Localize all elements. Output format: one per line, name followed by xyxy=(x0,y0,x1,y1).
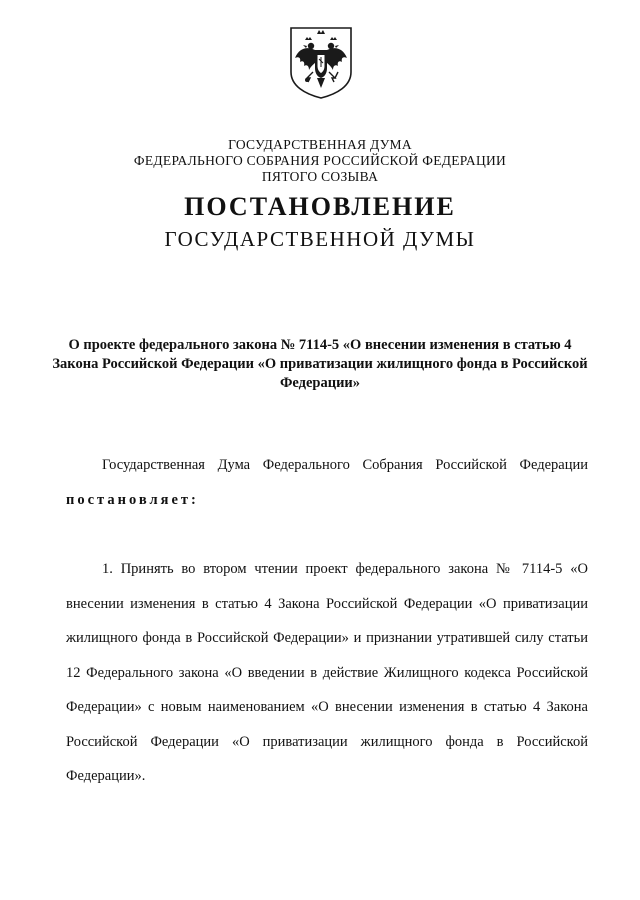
document-subject: О проекте федерального закона № 7114-5 «О внесении изменения в статью 4 Закона Российской Федерации «О приватизации жилищного фонда в Российской Федерации» xyxy=(52,337,588,391)
document-issuer: ГОСУДАРСТВЕННОЙ ДУМЫ xyxy=(164,227,476,251)
resolves-word: постановляет: xyxy=(66,491,199,508)
header-line-convocation: ПЯТОГО СОЗЫВА xyxy=(261,169,379,184)
intro-paragraph xyxy=(66,448,588,517)
item-1-paragraph: 1. Принять во втором чтении проект федерального закона № 7114-5 «О внесении изменения в статью 4 Закона Российской Федерации «О приватизации жилищного фонда в Российской Федерации» и признании утратившей силу статьи 12 Федерального закона «О введении в действие Жилищного кодекса Российской Федерации» с новым наименованием «О внесении изменения в статью 4 Закона Российской Федерации «О приватизации жилищного фонда в Российской Федерации». xyxy=(66,561,588,784)
header-line-assembly: ФЕДЕРАЛЬНОГО СОБРАНИЯ РОССИЙСКОЙ ФЕДЕРАЦИИ xyxy=(133,153,507,168)
coat-of-arms-icon xyxy=(287,24,355,100)
intro-text: Государственная Дума Федерального Собрания Российской Федерации xyxy=(102,457,588,473)
document-type-title: ПОСТАНОВЛЕНИЕ xyxy=(184,192,456,221)
header-line-duma: ГОСУДАРСТВЕННАЯ ДУМА xyxy=(228,137,412,152)
